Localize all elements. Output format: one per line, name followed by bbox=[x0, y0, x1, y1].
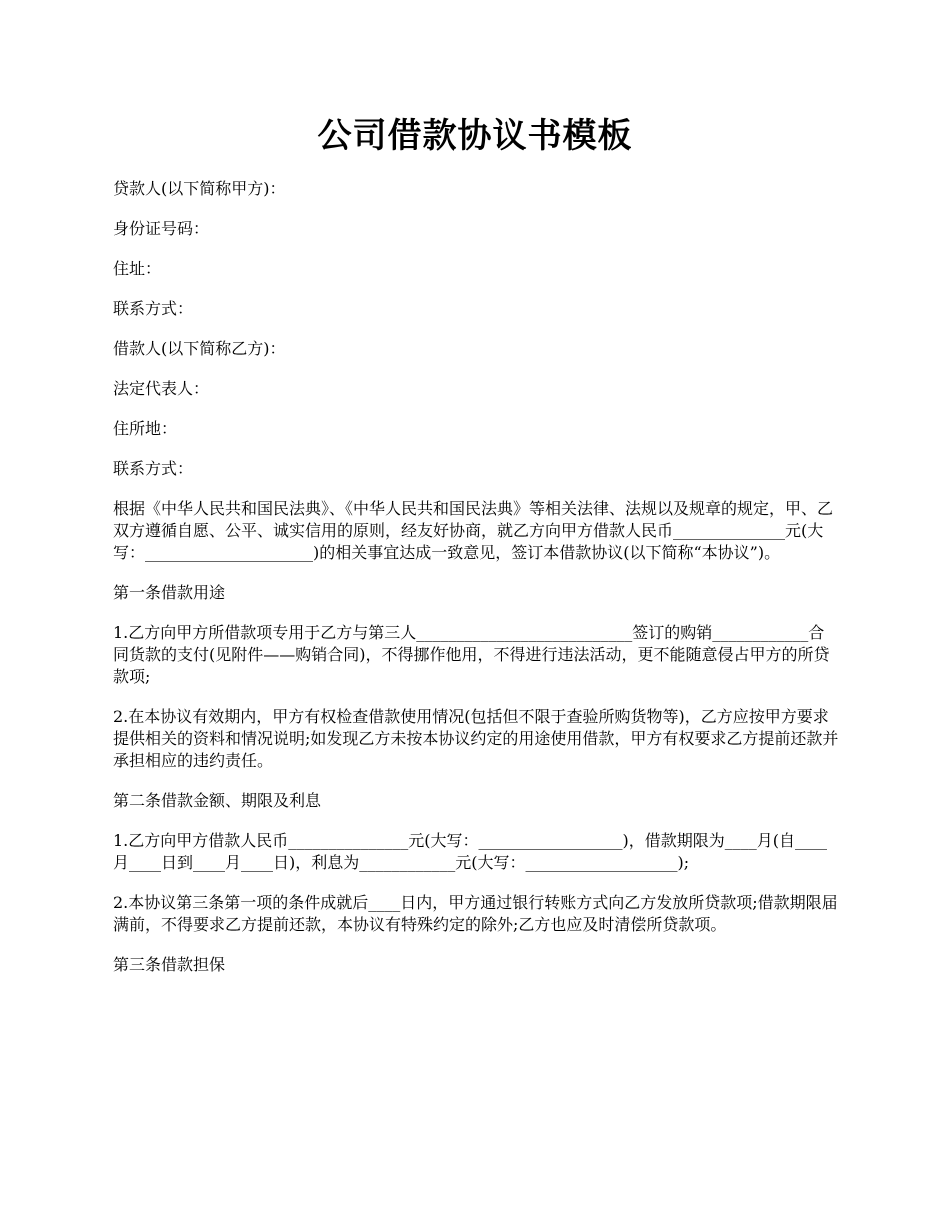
article-1-heading: 第一条借款用途 bbox=[113, 583, 226, 602]
document-title: 公司借款协议书模板 bbox=[317, 116, 633, 156]
article-1-clause-1: 1.乙方向甲方所借款项专用于乙方与第三人___________________________签订的购销____________合同货款的支付(见附件——购销合同)，不得挪作他用，不得进行违法活动，更不能随意侵占甲方的所贷款项; bbox=[113, 623, 830, 686]
address-field: 住址： bbox=[113, 259, 162, 278]
lender-field: 贷款人(以下简称甲方)： bbox=[113, 179, 286, 198]
preamble-paragraph: 根据《中华人民共和国民法典》、《中华人民共和国民法典》等相关法律、法规以及规章的规定，甲、乙双方遵循自愿、公平、诚实信用的原则，经友好协商，就乙方向甲方借款人民币______________元(大写：_____________________)的相关事宜达成一致意见，签订本借款协议(以下简称“本协议”)。 bbox=[113, 499, 834, 562]
domicile-field: 住所地： bbox=[113, 419, 178, 438]
article-2-clause-2: 2.本协议第三条第一项的条件成就后____日内，甲方通过银行转账方式向乙方发放所贷款项;借款期限届满前，不得要求乙方提前还款，本协议有特殊约定的除外;乙方也应及时清偿所贷款项。 bbox=[113, 893, 838, 934]
legal-representative-field: 法定代表人： bbox=[113, 379, 210, 398]
article-2-clause-1: 1.乙方向甲方借款人民币_______________元(大写：__________________)，借款期限为____月(自____月____日到____月____日)，利息为____________元(大写：___________________); bbox=[113, 831, 827, 872]
lender-contact-field: 联系方式： bbox=[113, 299, 194, 318]
article-2-heading: 第二条借款金额、期限及利息 bbox=[113, 791, 322, 810]
article-3-heading: 第三条借款担保 bbox=[113, 955, 226, 974]
article-1-clause-2: 2.在本协议有效期内，甲方有权检查借款使用情况(包括但不限于查验所购货物等)，乙方应按甲方要求提供相关的资料和情况说明;如发现乙方未按本协议约定的用途使用借款，甲方有权要求乙方提前还款并承担相应的违约责任。 bbox=[113, 707, 839, 770]
borrower-field: 借款人(以下简称乙方)： bbox=[113, 339, 286, 358]
borrower-contact-field: 联系方式： bbox=[113, 459, 194, 478]
id-number-field: 身份证号码： bbox=[113, 219, 210, 238]
document-body bbox=[113, 178, 840, 994]
